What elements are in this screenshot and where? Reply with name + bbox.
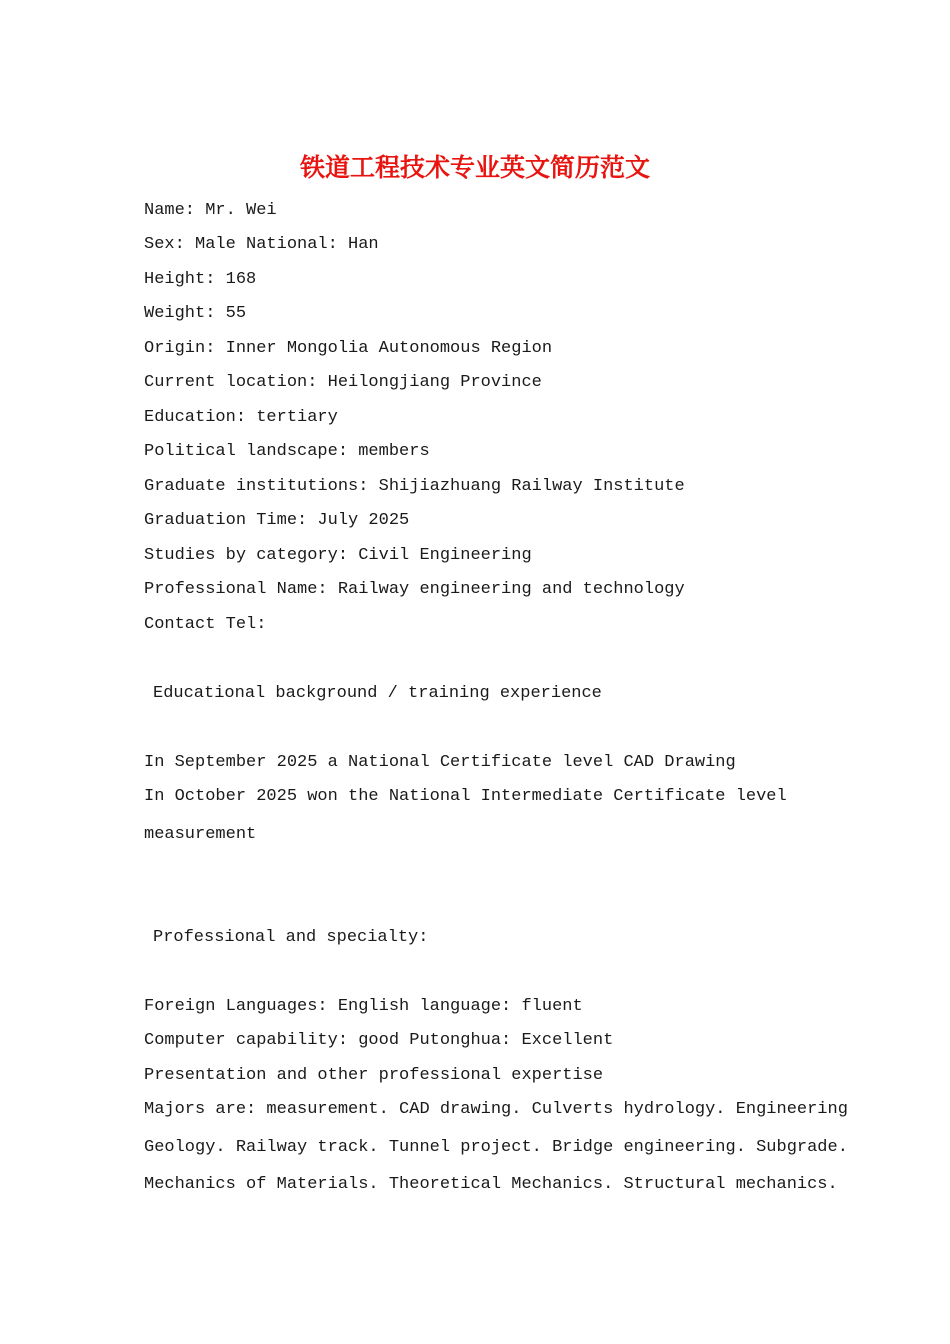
info-origin: Origin: Inner Mongolia Autonomous Region xyxy=(144,339,553,358)
specialty-line: Foreign Languages: English language: fluent xyxy=(144,997,583,1016)
info-name: Name: Mr. Wei xyxy=(144,201,277,220)
education-line: In September 2025 a National Certificate level CAD Drawing xyxy=(144,753,736,772)
info-professional-name: Professional Name: Railway engineering and technology xyxy=(144,580,685,599)
info-contact-tel: Contact Tel: xyxy=(144,615,267,634)
info-studies-category: Studies by category: Civil Engineering xyxy=(144,546,532,565)
info-graduation-time: Graduation Time: July 2025 xyxy=(144,511,410,530)
info-sex-national: Sex: Male National: Han xyxy=(144,235,379,254)
info-current-location: Current location: Heilongjiang Province xyxy=(144,373,542,392)
education-line: In October 2025 won the National Intermediate Certificate level xyxy=(144,787,787,806)
info-weight: Weight: 55 xyxy=(144,304,247,323)
education-line: measurement xyxy=(144,825,257,844)
specialty-line: Presentation and other professional expertise xyxy=(144,1066,604,1085)
info-height: Height: 168 xyxy=(144,270,257,289)
info-graduate-institution: Graduate institutions: Shijiazhuang Railway Institute xyxy=(144,477,685,496)
info-education: Education: tertiary xyxy=(144,408,338,427)
info-political-landscape: Political landscape: members xyxy=(144,442,430,461)
specialty-line: Geology. Railway track. Tunnel project. Bridge engineering. Subgrade. xyxy=(144,1138,848,1157)
specialty-line: Mechanics of Materials. Theoretical Mechanics. Structural mechanics. xyxy=(144,1175,838,1194)
education-heading: Educational background / training experience xyxy=(153,684,602,703)
specialty-line: Majors are: measurement. CAD drawing. Culverts hydrology. Engineering xyxy=(144,1100,848,1119)
specialty-heading: Professional and specialty: xyxy=(153,928,429,947)
specialty-line: Computer capability: good Putonghua: Excellent xyxy=(144,1031,614,1050)
document-title: 铁道工程技术专业英文简历范文 xyxy=(299,153,650,182)
